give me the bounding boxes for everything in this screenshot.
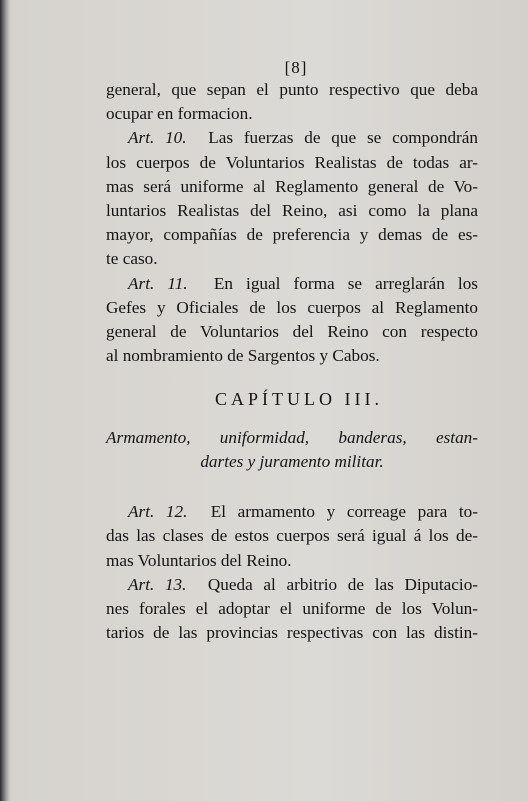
article-11-line: general de Voluntarios del Reino con respecto xyxy=(106,321,478,341)
article-11-line: al nombramiento de Sargentos y Cabos. xyxy=(106,346,380,366)
article-10-line: mas será uniforme al Reglamento general de Vo- xyxy=(106,176,478,196)
article-10-first-line xyxy=(106,126,478,150)
article-12-first-text: El armamento y correage para to- xyxy=(210,502,478,522)
chapter-subtitle-line: Armamento, uniformidad, banderas, estan- xyxy=(106,428,478,448)
article-10-line: mayor, compañías de preferencia y demas de es- xyxy=(106,225,478,245)
page-text xyxy=(106,58,478,645)
article-13-line: nes forales el adoptar el uniforme de los Volun- xyxy=(106,599,478,618)
article-11-line: Gefes y Oficiales de los cuerpos al Reglamento xyxy=(106,297,478,317)
article-13-line: tarios de las provincias respectivas con las distin- xyxy=(106,623,478,643)
chapter-subtitle-line: dartes y juramento militar. xyxy=(200,452,384,472)
article-11-label: Art. 11. xyxy=(128,273,188,293)
article-12-label: Art. 12. xyxy=(128,502,188,522)
article-12-line: mas Voluntarios del Reino. xyxy=(106,550,292,570)
article-11-first-line xyxy=(106,272,478,296)
page-number: [8] xyxy=(284,58,308,77)
paragraph-line: ocupar en formacion. xyxy=(106,104,253,124)
paragraph-line: general, que sepan el punto respectivo que deba xyxy=(106,80,478,99)
page-binding-edge xyxy=(0,0,10,801)
chapter-title: CAPÍTULO III. xyxy=(215,389,383,410)
article-10-line: los cuerpos de Voluntarios Realistas de todas ar- xyxy=(106,152,478,172)
section-gap xyxy=(106,474,478,500)
article-11-first-text: En igual forma se arreglarán los xyxy=(213,273,478,293)
article-12-first-line xyxy=(106,500,478,524)
article-13-first-line xyxy=(106,573,478,597)
chapter-subtitle xyxy=(106,426,478,474)
article-12-line: das las clases de estos cuerpos será igual á los de- xyxy=(106,526,478,546)
article-10-label: Art. 10. xyxy=(128,128,187,148)
article-10-line: luntarios Realistas del Reino, asi como la plana xyxy=(106,200,478,220)
article-10-first-text: Las fuerzas de que se compondrán xyxy=(208,128,478,148)
article-10-line: te caso. xyxy=(106,249,158,269)
article-13-first-text: Queda al arbitrio de las Diputacio- xyxy=(207,574,479,594)
article-13-label: Art. 13. xyxy=(128,574,187,594)
